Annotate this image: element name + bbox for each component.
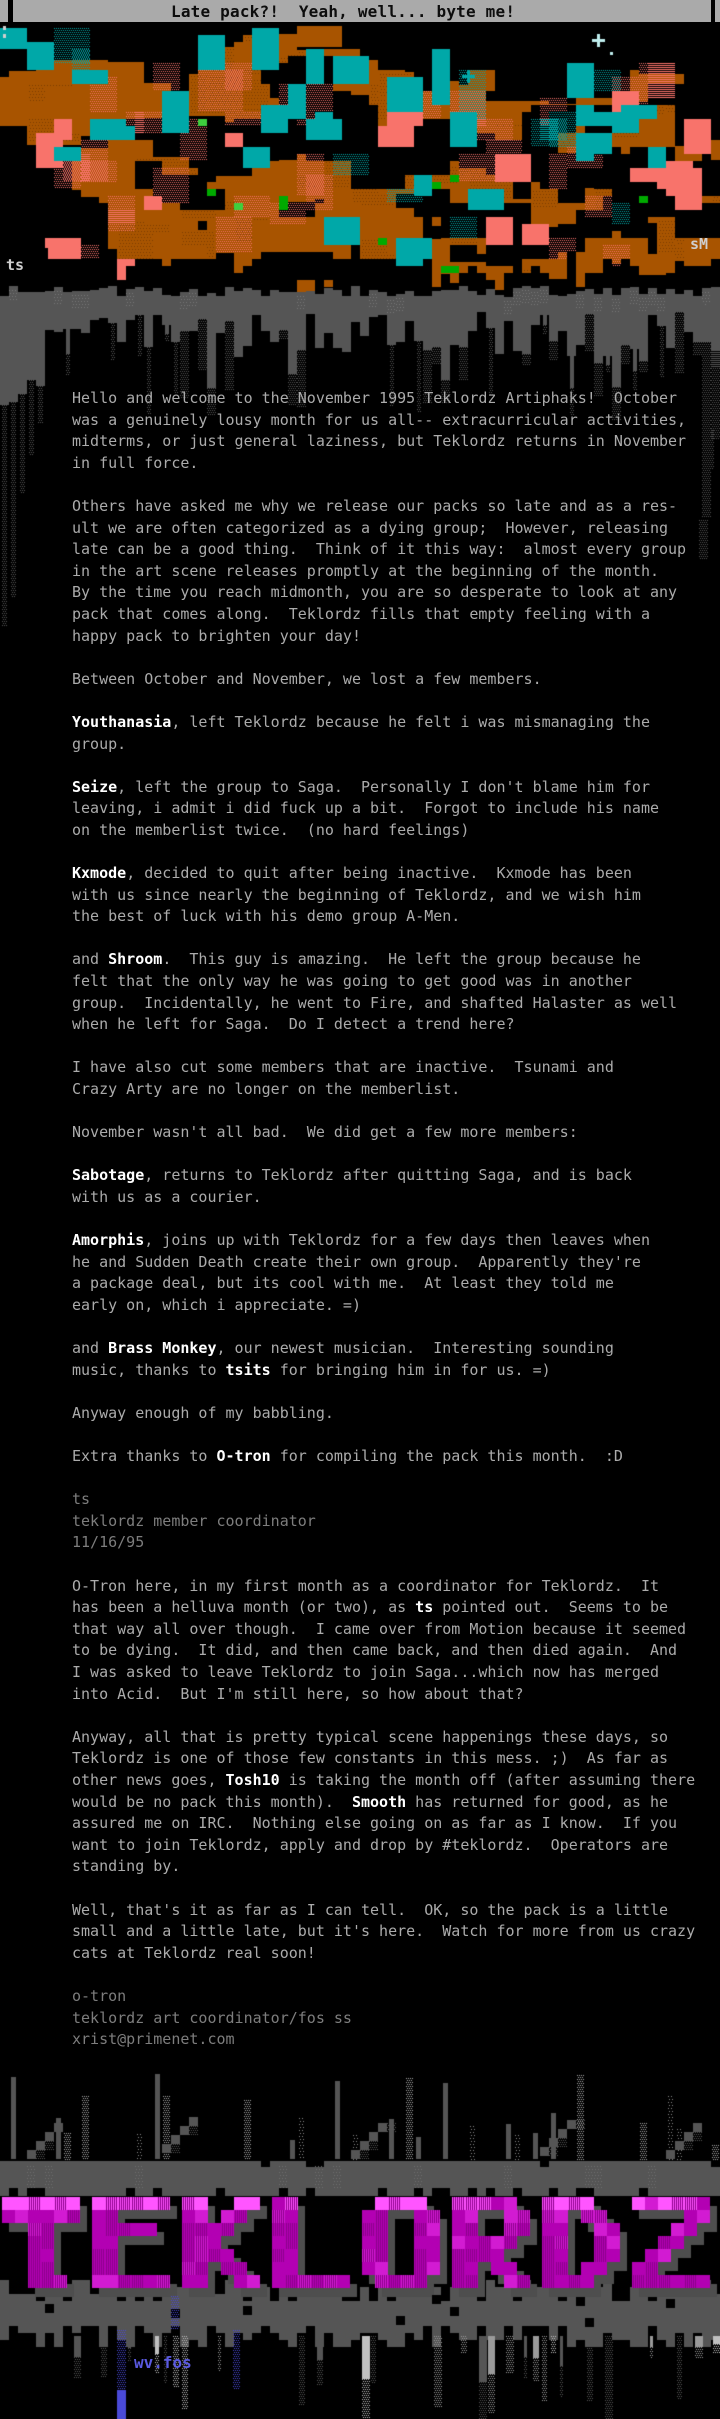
text-line <box>72 841 712 863</box>
text-line: and Shroom. This guy is amazing. He left the group because he <box>72 950 641 969</box>
text-line: other news goes, Tosh10 is taking the month off (after assuming there <box>72 1771 696 1789</box>
text-line: cats at Teklordz real soon! <box>72 1943 316 1962</box>
text-line <box>72 928 712 950</box>
text-line <box>72 1317 712 1339</box>
text-line <box>72 1964 712 1986</box>
text-line: when he left for Saga. Do I detect a trend here? <box>72 1015 515 1034</box>
text-line: Others have asked me why we release our packs so late and as a res- <box>72 496 678 515</box>
text-line: Seize, left the group to Saga. Personally I don't blame him for <box>72 777 650 796</box>
text-line: group. Incidentally, he went to Fire, and shafted Halaster as well <box>72 993 678 1012</box>
text-line <box>72 647 712 669</box>
artist-signature-sm: sM <box>690 235 709 253</box>
document-text <box>72 388 712 2051</box>
text-line: Amorphis, joins up with Teklordz for a few days then leaves when <box>72 1231 650 1250</box>
text-line <box>72 1144 712 1166</box>
title-bar <box>0 0 720 22</box>
text-line: want to join Teklordz, apply and drop by #teklordz. Operators are <box>72 1835 669 1854</box>
title-bar-left-tick <box>8 0 13 22</box>
text-line: November wasn't all bad. We did get a few more members: <box>72 1123 578 1142</box>
text-line: has been a helluva month (or two), as ts pointed out. Seems to be <box>72 1598 669 1617</box>
text-line: Teklordz is one of those few constants in this mess. ;) As far as <box>72 1749 669 1768</box>
text-line: to be dying. It did, and then came back, and then died again. And <box>72 1641 678 1660</box>
text-line: ts <box>72 1490 91 1509</box>
text-line <box>72 474 712 496</box>
text-line: that way all over though. I came over from Motion because it seemed <box>72 1619 687 1638</box>
text-line <box>72 690 712 712</box>
text-line: Anyway enough of my babbling. <box>72 1403 334 1422</box>
text-line: standing by. <box>72 1857 181 1876</box>
text-line: early on, which i appreciate. =) <box>72 1295 361 1314</box>
text-line: I have also cut some members that are inactive. Tsunami and <box>72 1058 614 1077</box>
text-line: ult we are often categorized as a dying group; However, releasing <box>72 518 669 537</box>
text-line: Crazy Arty are no longer on the memberlist. <box>72 1080 461 1098</box>
text-line <box>72 1381 712 1403</box>
text-line: teklordz member coordinator <box>72 1511 316 1530</box>
text-line: happy pack to brighten your day! <box>72 626 361 645</box>
text-line: Extra thanks to O-tron for compiling the pack this month. :D <box>72 1447 623 1466</box>
text-line: was a genuinely lousy month for us all-- extracurricular activities, <box>72 410 687 429</box>
artist-signature-ts: ts <box>6 256 25 274</box>
text-line: midterms, or just general laziness, but Teklordz returns in November <box>72 432 687 451</box>
text-line <box>72 1468 712 1490</box>
text-line: with us since nearly the beginning of Teklordz, and we wish him <box>72 885 641 904</box>
text-line: o-tron <box>72 1986 127 2005</box>
title-bar-right-tick <box>711 0 715 22</box>
text-line: in the art scene releases promptly at the beginning of the month. <box>72 561 659 580</box>
text-line: into Acid. But I'm still here, so how about that? <box>72 1684 524 1703</box>
text-line <box>72 1705 712 1727</box>
text-line: leaving, i admit i did fuck up a bit. Forgot to include his name <box>72 799 659 818</box>
title-text: Late pack?! Yeah, well... byte me! <box>171 2 516 21</box>
text-line: would be no pack this month). Smooth has returned for good, as he <box>72 1792 669 1811</box>
text-line: and Brass Monkey, our newest musician. Interesting sounding <box>72 1339 614 1358</box>
text-line: Anyway, all that is pretty typical scene happenings these days, so <box>72 1727 669 1746</box>
text-line: he and Sudden Death create their own group. Apparently they're <box>72 1252 641 1271</box>
text-line: O-Tron here, in my first month as a coordinator for Teklordz. It <box>72 1576 659 1595</box>
text-line: teklordz art coordinator/fos ss <box>72 2008 352 2027</box>
text-line: I was asked to leave Teklordz to join Saga...which now has merged <box>72 1663 659 1682</box>
text-line <box>72 1425 712 1447</box>
text-line: 11/16/95 <box>72 1533 145 1552</box>
text-line: Kxmode, decided to quit after being inactive. Kxmode has been <box>72 864 632 883</box>
text-line: By the time you reach midmonth, you are so desperate to look at any <box>72 583 678 602</box>
text-line: assured me on IRC. Nothing else going on as far as I know. If you <box>72 1814 678 1833</box>
text-line: music, thanks to tsits for bringing him in for us. =) <box>72 1360 551 1379</box>
text-line <box>72 1036 712 1058</box>
text-line: Well, that's it as far as I can tell. OK, so the pack is a little <box>72 1900 669 1919</box>
text-line: xrist@primenet.com <box>72 2030 235 2049</box>
text-line: felt that the only way he was going to get good was in another <box>72 972 632 991</box>
text-line <box>72 1554 712 1576</box>
text-line: group. <box>72 734 127 753</box>
artist-signature-wvfos: wv.fos <box>134 2353 192 2372</box>
text-line: late can be a good thing. Think of it this way: almost every group <box>72 540 687 559</box>
text-line: Youthanasia, left Teklordz because he felt i was mismanaging the <box>72 712 650 731</box>
text-line: Hello and welcome to the November 1995 Teklordz Artiphaks! October <box>72 389 678 407</box>
text-line: Sabotage, returns to Teklordz after quitting Saga, and is back <box>72 1166 632 1185</box>
text-line: in full force. <box>72 453 199 472</box>
text-line: small and a little late, but it's here. Watch for more from us crazy <box>72 1922 696 1941</box>
text-line <box>72 1209 712 1231</box>
text-line: the best of luck with his demo group A-Men. <box>72 907 461 926</box>
text-line <box>72 755 712 777</box>
text-line: pack that comes along. Teklordz fills that empty feeling with a <box>72 604 650 623</box>
text-line: Between October and November, we lost a few members. <box>72 669 542 688</box>
text-line <box>72 1101 712 1123</box>
text-line <box>72 1878 712 1900</box>
text-line: on the memberlist twice. (no hard feelings) <box>72 820 470 839</box>
text-line: a package deal, but its cool with me. At least they told me <box>72 1274 614 1293</box>
text-line: with us as a courier. <box>72 1187 262 1206</box>
